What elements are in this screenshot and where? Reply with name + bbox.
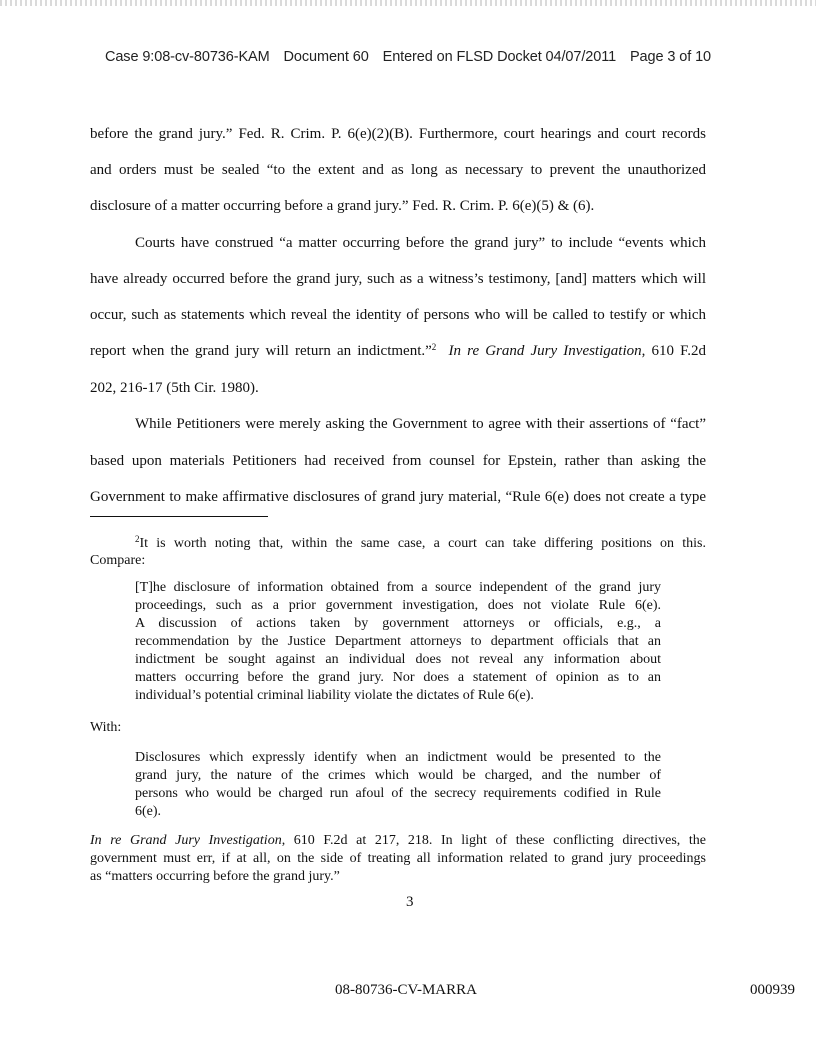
page-of: Page 3 of 10 — [629, 49, 712, 65]
bates-number: 000939 — [750, 982, 795, 998]
docket-entry: Entered on FLSD Docket 04/07/2011 — [382, 49, 617, 65]
body-line: before the grand jury.” Fed. R. Crim. P. 6(e)(2)(B). Furthermore, court hearings and court records — [90, 126, 706, 142]
body-line: based upon materials Petitioners had received from counsel for Epstein, rather than asking the — [90, 453, 706, 469]
quote-line: indictment be sought against an individual does not reveal any information about — [135, 652, 661, 667]
body-line: Courts have construed “a matter occurring before the grand jury” to include “events which — [135, 235, 706, 251]
quote-line: recommendation by the Justice Department attorneys to department officials that an — [135, 634, 661, 649]
body-line: and orders must be sealed “to the extent and as long as necessary to prevent the unauthorized — [90, 162, 706, 178]
footnote-line — [90, 832, 706, 849]
body-line: occur, such as statements which reveal the identity of persons who will be called to testify or which — [90, 307, 706, 323]
footnote-number: 2 — [135, 534, 140, 544]
body-line — [90, 342, 706, 360]
case-citation: In re Grand Jury Investigation — [90, 833, 282, 848]
footnote-line: as “matters occurring before the grand jury.” — [90, 869, 340, 884]
text: , 610 F.2d at 217, 218. In light of these conflicting directives, the — [281, 833, 706, 848]
quote-line: matters occurring before the grand jury. Nor does a statement of opinion as to an — [135, 670, 661, 685]
footer-case-id: 08-80736-CV-MARRA — [335, 982, 477, 998]
quote-line: individual’s potential criminal liability violate the dictates of Rule 6(e). — [135, 688, 534, 703]
text: report when the grand jury will return an indictment.” — [90, 343, 432, 359]
body-line: 202, 216-17 (5th Cir. 1980). — [90, 380, 259, 396]
footnote-line: Compare: — [90, 553, 146, 568]
case-number: Case 9:08-cv-80736-KAM — [104, 49, 270, 65]
body-line: While Petitioners were merely asking the Government to agree with their assertions of “fact” — [135, 416, 706, 432]
body-line: have already occurred before the grand jury, such as a witness’s testimony, [and] matters which will — [90, 271, 706, 287]
quote-line: [T]he disclosure of information obtained from a source independent of the grand jury — [135, 580, 661, 595]
scan-artifact — [0, 0, 816, 6]
ecf-header — [0, 49, 816, 65]
footnote-line: government must err, if at all, on the side of treating all information related to grand jury proceedings — [90, 851, 706, 866]
footnote-ref: 2 — [431, 342, 437, 352]
quote-line: Disclosures which expressly identify when an indictment would be presented to the — [135, 750, 661, 765]
page-number: 3 — [406, 894, 414, 910]
quote-line: persons who would be charged run afoul of the secrecy requirements codified in Rule — [135, 786, 661, 801]
body-line: Government to make affirmative disclosures of grand jury material, “Rule 6(e) does not create a type — [90, 489, 706, 505]
footnote-divider — [90, 516, 268, 517]
quote-line: grand jury, the nature of the crimes which would be charged, and the number of — [135, 768, 661, 783]
footnote-line: With: — [90, 720, 122, 735]
text: It is worth noting that, within the same case, a court can take differing positions on this. — [139, 536, 706, 551]
case-citation: In re Grand Jury Investigation — [448, 343, 642, 359]
quote-line: proceedings, such as a prior government investigation, does not violate Rule 6(e). — [135, 598, 661, 613]
document-number: Document 60 — [283, 49, 369, 65]
body-line: disclosure of a matter occurring before a grand jury.” Fed. R. Crim. P. 6(e)(5) & (6). — [90, 198, 595, 214]
quote-line: 6(e). — [135, 804, 162, 819]
quote-line: A discussion of actions taken by government attorneys or officials, e.g., a — [135, 616, 661, 631]
footnote-line — [135, 535, 706, 552]
text: , 610 F.2d — [641, 343, 706, 359]
